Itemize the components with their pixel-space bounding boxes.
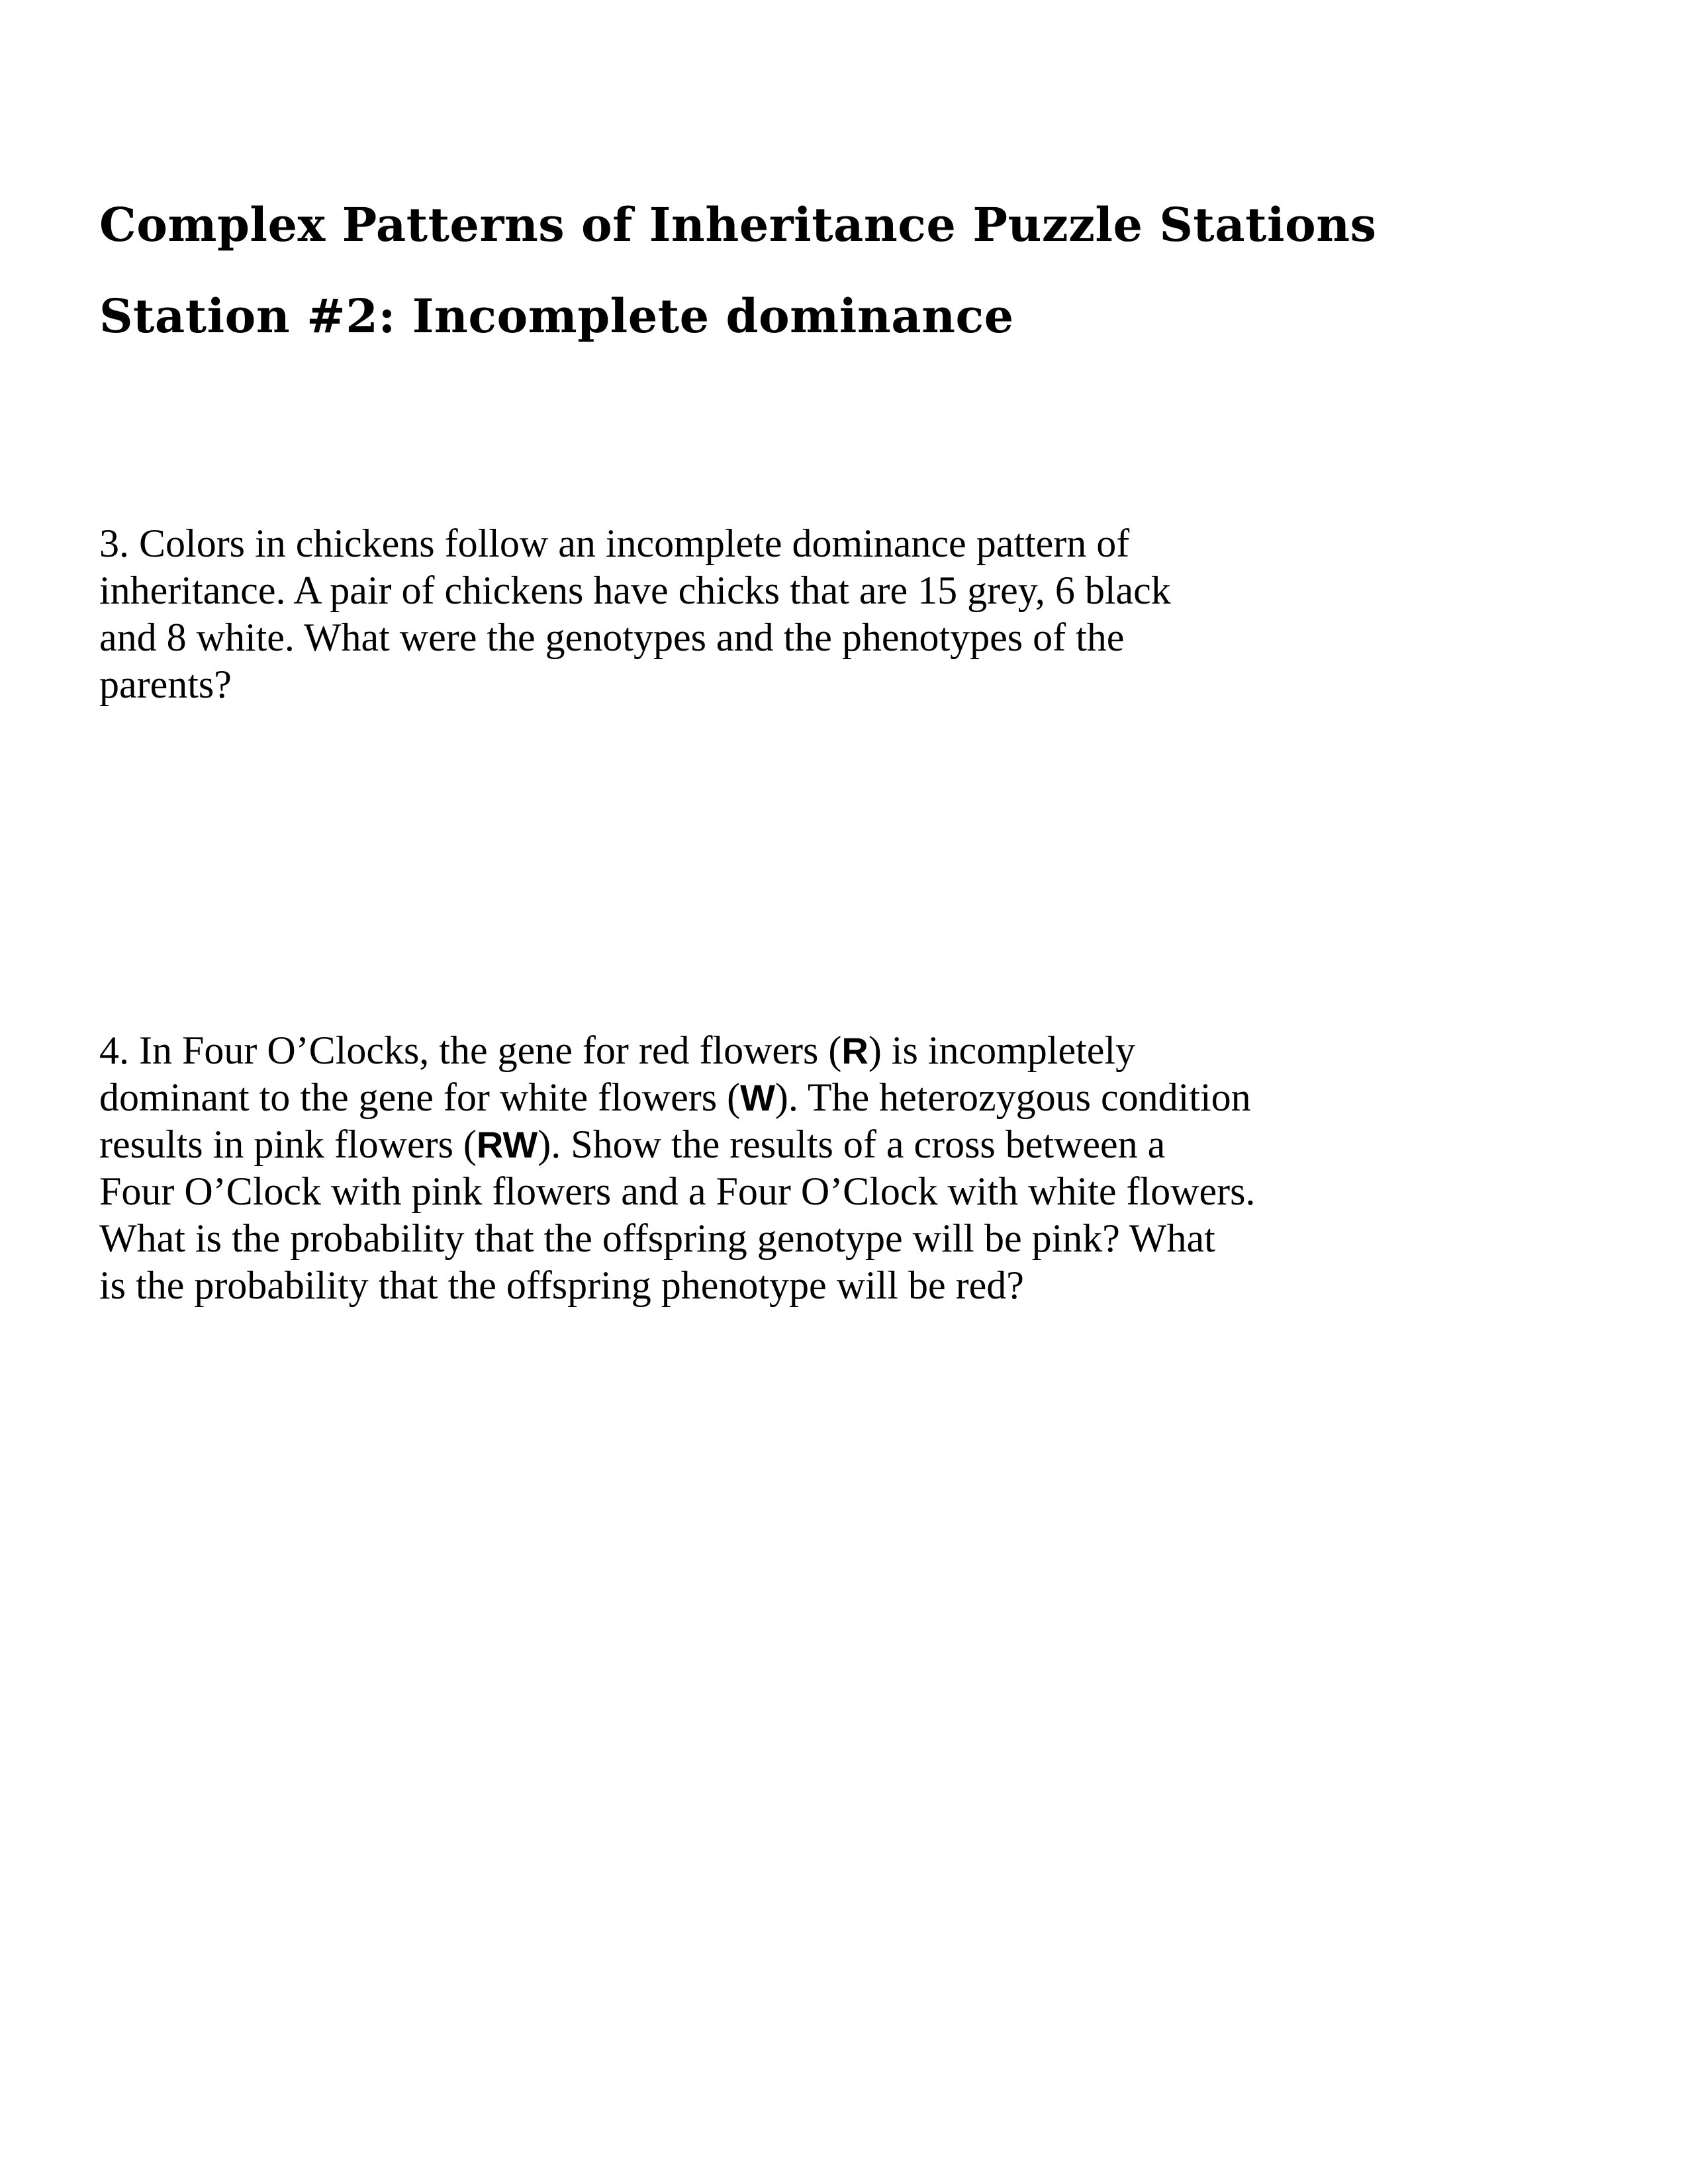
- station-heading: Station #2: Incomplete dominance: [99, 289, 1014, 343]
- question-4-line: [99, 1027, 1423, 1074]
- question-4-text: dominant to the gene for white flowers (: [99, 1075, 741, 1119]
- question-4-text: results in pink flowers (: [99, 1122, 477, 1166]
- question-4-text: 4. In Four O’Clocks, the gene for red flowers (: [99, 1028, 842, 1072]
- allele-white-symbol: W: [740, 1077, 775, 1118]
- genotype-pink-symbol: RW: [476, 1124, 538, 1165]
- question-4-text: ). Show the results of a cross between a: [538, 1122, 1166, 1166]
- question-4-line: is the probability that the offspring phenotype will be red?: [99, 1263, 1024, 1307]
- question-4-text: ) is incompletely: [868, 1028, 1136, 1072]
- question-4-line: Four O’Clock with pink flowers and a Four O’Clock with white flowers.: [99, 1169, 1256, 1213]
- question-3-line: 3. Colors in chickens follow an incomplete dominance pattern of: [99, 522, 1130, 565]
- page-title: Complex Patterns of Inheritance Puzzle Stations: [99, 197, 1377, 252]
- question-3-line: and 8 white. What were the genotypes and the phenotypes of the: [99, 615, 1125, 659]
- question-3-line: parents?: [99, 662, 232, 706]
- question-4-line: What is the probability that the offspring genotype will be pink? What: [99, 1216, 1215, 1260]
- question-3: [99, 520, 1423, 708]
- allele-red-symbol: R: [841, 1030, 868, 1071]
- question-4-line: [99, 1074, 1423, 1121]
- question-4: [99, 1027, 1423, 1309]
- question-4-line: [99, 1121, 1423, 1168]
- question-4-text: ). The heterozygous condition: [774, 1075, 1251, 1119]
- question-3-line: inheritance. A pair of chickens have chicks that are 15 grey, 6 black: [99, 569, 1171, 612]
